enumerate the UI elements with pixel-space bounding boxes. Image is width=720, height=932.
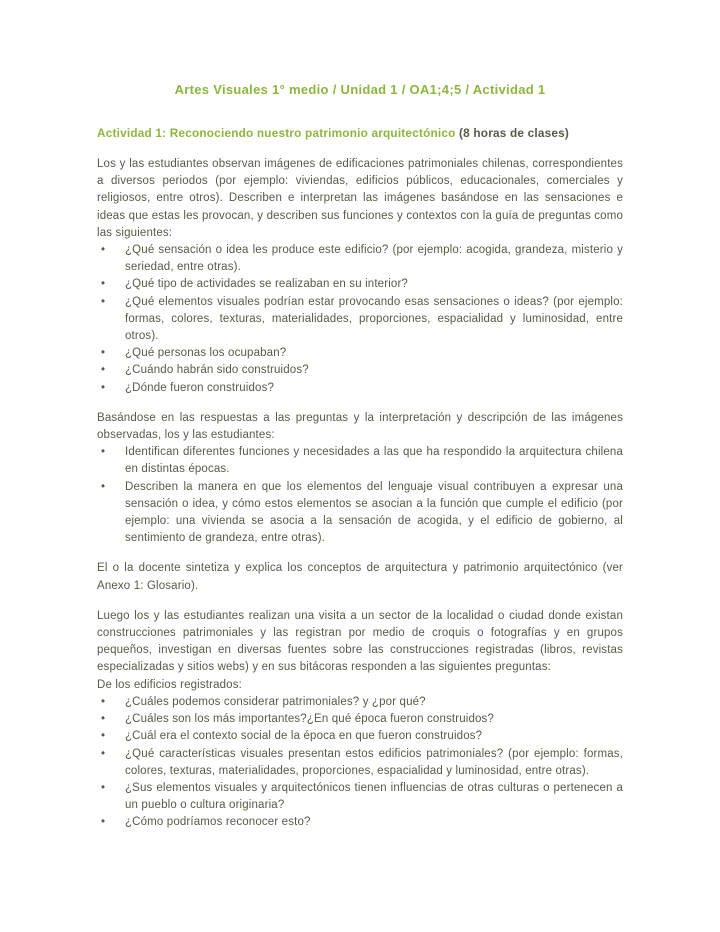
list-item xyxy=(97,728,623,745)
list-item xyxy=(97,345,623,362)
list-item-text: ¿Cuál era el contexto social de la época en que fueron construidos? xyxy=(125,730,483,743)
bullet-icon: • xyxy=(101,295,106,308)
list-item-text: ¿Qué sensación o idea les produce este edificio? (por ejemplo: acogida, grandeza, misterio y seriedad, entre otras). xyxy=(125,244,623,274)
list-item xyxy=(97,780,623,814)
list-item-text: Identifican diferentes funciones y necesidades a las que ha respondido la arquitectura chilena en distintas épocas. xyxy=(125,446,623,476)
bullet-icon: • xyxy=(101,347,106,360)
activity-heading-title: Actividad 1: Reconociendo nuestro patrimonio arquitectónico xyxy=(97,126,456,140)
list-item-text: ¿Qué personas los ocupaban? xyxy=(125,347,287,360)
bullet-icon: • xyxy=(101,781,106,794)
task-list xyxy=(97,444,623,547)
bullet-icon: • xyxy=(101,381,106,394)
list-item xyxy=(97,362,623,379)
registered-buildings-lead: De los edificios registrados: xyxy=(97,678,242,691)
bullet-icon: • xyxy=(101,695,106,708)
list-item-text: ¿Cuándo habrán sido construidos? xyxy=(125,364,309,377)
list-item-text: ¿Cómo podríamos reconocer esto? xyxy=(125,816,311,829)
activity-duration: (8 horas de clases) xyxy=(455,126,570,140)
list-item-text: ¿Qué elementos visuales podrían estar provocando esas sensaciones o ideas? (por ejemplo: formas, colores, texturas, materialidades, proporciones, espacialidad y luminosidad, entre otros). xyxy=(125,295,623,343)
bullet-icon: • xyxy=(101,446,106,459)
list-item xyxy=(97,380,623,397)
list-item-text: ¿Qué tipo de actividades se realizaban en su interior? xyxy=(125,278,408,291)
list-item-text: ¿Cuáles podemos considerar patrimoniales? y ¿por qué? xyxy=(125,695,426,708)
intro-paragraph: Los y las estudiantes observan imágenes de edificaciones patrimoniales chilenas, correspondientes a diversos periodos (por ejemplo: viviendas, edificios públicos, educacionales, comerciales y religiosos, entre otros). Describen e interpretan las imágenes basándose en las sensaciones e ideas que estas les provocan, y describen sus funciones y contextos con la guía de preguntas como las siguientes: xyxy=(97,158,623,239)
list-item-text: ¿Dónde fueron construidos? xyxy=(125,381,275,394)
analysis-paragraph: Basándose en las respuestas a las preguntas y la interpretación y descripción de las imágenes observadas, los y las estudiantes: xyxy=(97,411,623,442)
list-item xyxy=(97,694,623,711)
activity-heading xyxy=(97,125,623,142)
bullet-icon: • xyxy=(101,244,106,257)
bullet-icon: • xyxy=(101,747,106,760)
document-title: Artes Visuales 1° medio / Unidad 1 / OA1;4;5 / Actividad 1 xyxy=(174,82,546,97)
question-list-1 xyxy=(97,242,623,397)
bullet-icon: • xyxy=(101,480,106,493)
bullet-icon: • xyxy=(101,278,106,291)
bullet-icon: • xyxy=(101,816,106,829)
teacher-paragraph: El o la docente sintetiza y explica los conceptos de arquitectura y patrimonio arquitectónico (ver Anexo 1: Glosario). xyxy=(97,562,623,592)
list-item xyxy=(97,444,623,478)
list-item xyxy=(97,479,623,548)
list-item-text: ¿Cuáles son los más importantes?¿En qué época fueron construidos? xyxy=(125,713,495,726)
list-item-text: ¿Sus elementos visuales y arquitectónicos tienen influencias de otras culturas o pertenecen a un pueblo o cultura originaria? xyxy=(125,781,623,812)
list-item xyxy=(97,746,623,780)
bullet-icon: • xyxy=(101,364,106,377)
bullet-icon: • xyxy=(101,730,106,743)
list-item xyxy=(97,242,623,276)
question-list-2 xyxy=(97,694,623,832)
list-item xyxy=(97,276,623,293)
visit-paragraph: Luego los y las estudiantes realizan una visita a un sector de la localidad o ciudad donde existan construcciones patrimoniales y las registran por medio de croquis o fotografías y en grupos pequeños, investigan en diversas fuentes sobre las construcciones registradas (libros, revistas especializadas y sitios webs) y en sus bitácoras responden a las siguientes preguntas: xyxy=(97,609,623,674)
list-item-text: ¿Qué características visuales presentan estos edificios patrimoniales? (por ejemplo: formas, colores, texturas, materialidades, proporciones, espacialidad y luminosidad, entre otras). xyxy=(125,747,623,777)
list-item xyxy=(97,711,623,728)
list-item xyxy=(97,294,623,346)
bullet-icon: • xyxy=(101,713,106,726)
list-item xyxy=(97,814,623,831)
list-item-text: Describen la manera en que los elementos del lenguaje visual contribuyen a expresar una sensación o idea, y cómo estos elementos se asocian a la función que cumple el edificio (por ejemplo: una vivienda se asocia a la sensación de acogida, y el edificio de gobierno, al sentimiento de grandeza, entre otras). xyxy=(125,480,623,545)
